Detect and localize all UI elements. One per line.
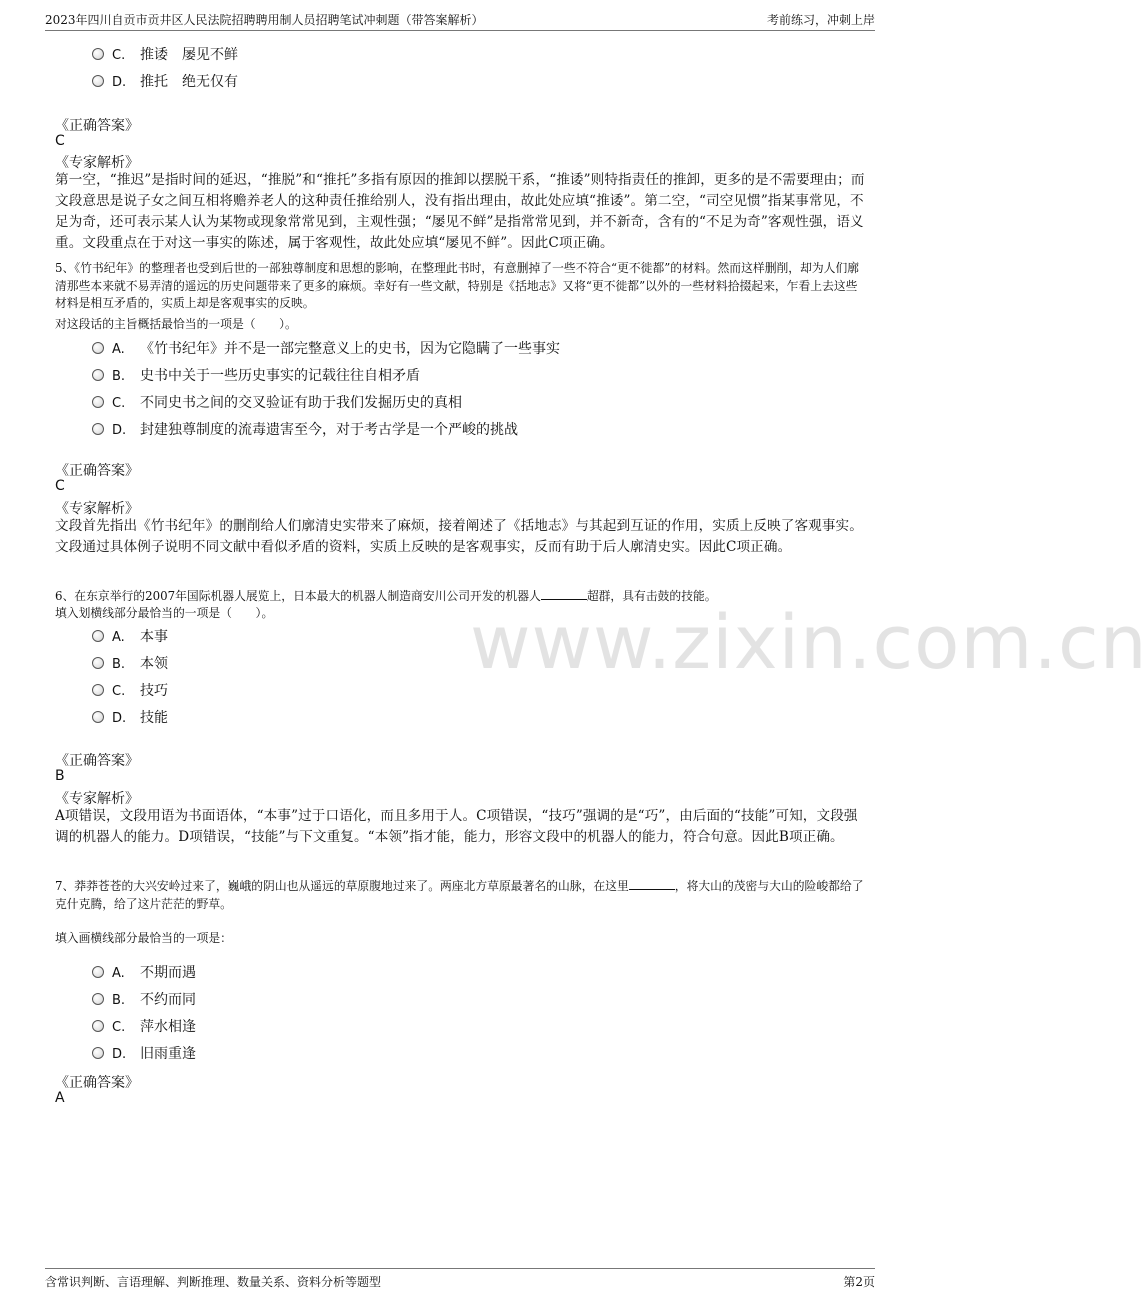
radio-button-icon[interactable] bbox=[92, 75, 104, 87]
radio-button-icon[interactable] bbox=[92, 1047, 104, 1059]
q7-option-b[interactable]: B. 不约而同 bbox=[92, 989, 196, 1011]
q7-option-c[interactable]: C. 萍水相逢 bbox=[92, 1016, 196, 1038]
q7-prompt: 填入画横线部分最恰当的一项是： bbox=[55, 931, 232, 945]
q6-option-c[interactable]: C. 技巧 bbox=[92, 680, 168, 702]
q5-prompt: 对这段话的主旨概括最恰当的一项是（ ）。 bbox=[55, 317, 297, 331]
answer-label: 《正确答案》 bbox=[55, 1075, 139, 1091]
q5-explanation: 文段首先指出《竹书纪年》的删削给人们廓清史实带来了麻烦，接着阐述了《括地志》与其起到互证的作用，实质上反映了客观事实。文段通过具体例子说明不同文献中看似矛盾的资料，实质上反映的是客观事实，反而有助于后人廓清史实。因此C项正确。 bbox=[55, 518, 863, 555]
q6-answer: B bbox=[55, 768, 65, 784]
q5-option-b[interactable]: B. 史书中关于一些历史事实的记载往往自相矛盾 bbox=[92, 365, 420, 387]
explanation-label: 《专家解析》 bbox=[55, 501, 139, 517]
page-number: 第2页 bbox=[843, 1275, 875, 1289]
q5-option-a[interactable]: A. 《竹书纪年》并不是一部完整意义上的史书，因为它隐瞒了一些事实 bbox=[92, 338, 560, 360]
q7-option-d[interactable]: D. 旧雨重逢 bbox=[92, 1043, 196, 1065]
q6-option-b[interactable]: B. 本领 bbox=[92, 653, 168, 675]
header-tagline: 考前练习，冲刺上岸 bbox=[766, 13, 875, 27]
q7-stem: 7、莽莽苍苍的大兴安岭过来了，巍峨的阴山也从遥远的草原腹地过来了。两座北方草原最著名的山脉，在这里 ，将大山的茂密与大山的险峻都给了克什克腾，给了这片茫茫的野草。 bbox=[55, 879, 864, 911]
document-title: 2023年四川自贡市贡井区人民法院招聘聘用制人员招聘笔试冲刺题（带答案解析） bbox=[45, 13, 484, 27]
q7-option-a[interactable]: A. 不期而遇 bbox=[92, 962, 196, 984]
explanation-label: 《专家解析》 bbox=[55, 791, 139, 807]
radio-button-icon[interactable] bbox=[92, 423, 104, 435]
radio-button-icon[interactable] bbox=[92, 630, 104, 642]
answer-blank bbox=[629, 877, 675, 890]
q5-answer: C bbox=[55, 478, 65, 494]
watermark: www.zixin.com.cn bbox=[470, 600, 1148, 686]
q6-explanation: A项错误，文段用语为书面语体，“本事”过于口语化，而且多用于人。C项错误，“技巧”强调的是“巧”，由后面的“技能”可知，文段强调的机器人的能力。D项错误，“技能”与下文重复。“本领”指才能，能力，形容文段中的机器人的能力，符合句意。因此B项正确。 bbox=[55, 808, 858, 845]
radio-button-icon[interactable] bbox=[92, 711, 104, 723]
footer-topics: 含常识判断、言语理解、判断推理、数量关系、资料分析等题型 bbox=[45, 1275, 382, 1289]
answer-label: 《正确答案》 bbox=[55, 753, 139, 769]
q5-option-c[interactable]: C. 不同史书之间的交叉验证有助于我们发掘历史的真相 bbox=[92, 392, 462, 414]
answer-label: 《正确答案》 bbox=[55, 463, 139, 479]
q6-option-d[interactable]: D. 技能 bbox=[92, 707, 168, 729]
q6-prompt: 填入划横线部分最恰当的一项是（ ）。 bbox=[55, 606, 274, 620]
radio-button-icon[interactable] bbox=[92, 993, 104, 1005]
radio-button-icon[interactable] bbox=[92, 396, 104, 408]
q6-option-a[interactable]: A. 本事 bbox=[92, 626, 168, 648]
page-footer bbox=[45, 1268, 875, 1295]
radio-button-icon[interactable] bbox=[92, 966, 104, 978]
radio-button-icon[interactable] bbox=[92, 342, 104, 354]
answer-label: 《正确答案》 bbox=[55, 118, 139, 134]
radio-button-icon[interactable] bbox=[92, 48, 104, 60]
answer-blank bbox=[541, 587, 587, 600]
radio-button-icon[interactable] bbox=[92, 369, 104, 381]
radio-button-icon[interactable] bbox=[92, 657, 104, 669]
q5-option-d[interactable]: D. 封建独尊制度的流毒遗害至今，对于考古学是一个严峻的挑战 bbox=[92, 419, 518, 441]
radio-button-icon[interactable] bbox=[92, 1020, 104, 1032]
q4-answer: C bbox=[55, 133, 65, 149]
explanation-label: 《专家解析》 bbox=[55, 155, 139, 171]
q4-option-d[interactable]: D. 推托 绝无仅有 bbox=[92, 71, 238, 93]
q5-stem: 5、《竹书纪年》的整理者也受到后世的一部独尊制度和思想的影响，在整理此书时，有意删掉了一些不符合“更不徙都”的材料。然而这样删削，却为人们廓清那些本来就不易弄清的遥远的历史问题带来了更多的麻烦。幸好有一些文献，特别是《括地志》又将“更不徙都”以外的一些材料拾掇起来，乍看上去这些材料是相互矛盾的，实质上却是客观事实的反映。 bbox=[55, 261, 860, 310]
q7-answer: A bbox=[55, 1090, 65, 1106]
page-header bbox=[45, 8, 875, 31]
radio-button-icon[interactable] bbox=[92, 684, 104, 696]
q6-stem: 6、在东京举行的2007年国际机器人展览上，日本最大的机器人制造商安川公司开发的机器人 超群，具有击鼓的技能。 bbox=[55, 589, 717, 603]
q4-option-c[interactable]: C. 推诿 屡见不鲜 bbox=[92, 44, 238, 66]
q4-explanation: 第一空，“推迟”是指时间的延迟，“推脱”和“推托”多指有原因的推卸以摆脱干系，“推诿”则特指责任的推卸，更多的是不需要理由；而文段意思是说子女之间互相将赡养老人的这种责任推给别人，没有指出理由，故此处应填“推诿”。第二空，“司空见惯”指某事常见，不足为奇，还可表示某人认为某物或现象常常见到，主观性强；“屡见不鲜”是指常常见到，并不新奇，含有的“不足为奇”客观性强，语义重。文段重点在于对这一事实的陈述，属于客观性，故此处应填“屡见不鲜”。因此C项正确。 bbox=[55, 172, 865, 251]
